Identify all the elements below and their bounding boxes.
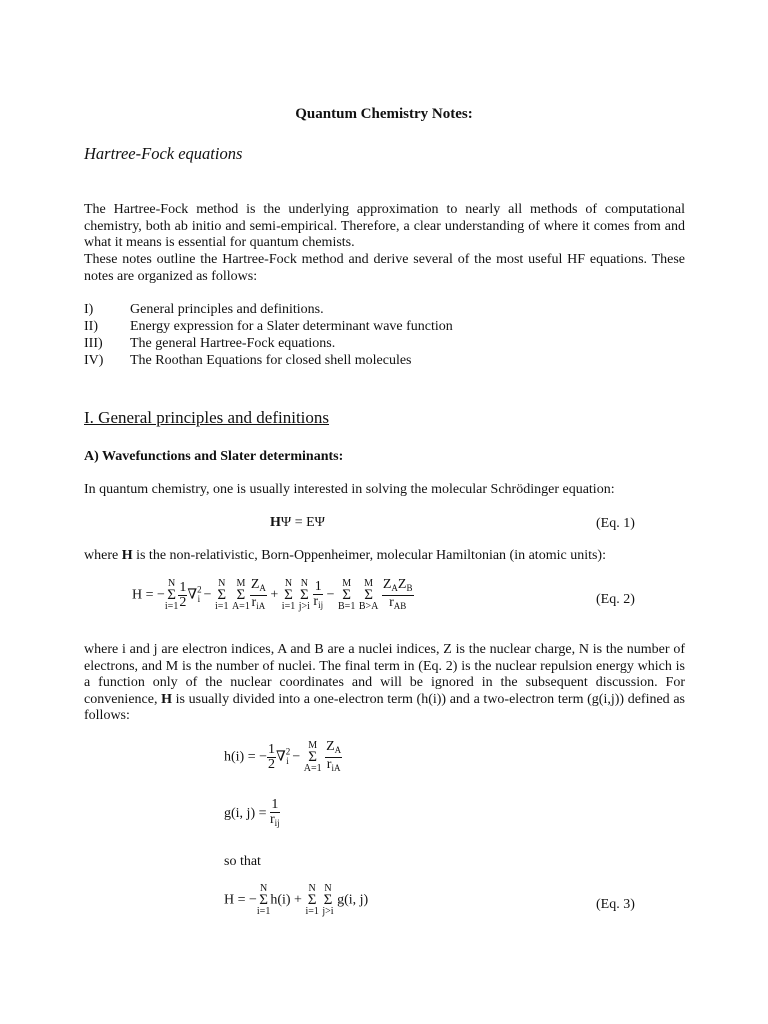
indices-paragraph: where i and j are electron indices, A and B are a nuclei indices, Z is the nuclear charge, N is the number of electrons, and M is the number of nuclei. The final term in (Eq. 2) is the nuclear repulsion energy which is a function only of the nuclear coordinates and will be ignored in the subsequent discussion. For convenience, H is usually divided into a one-electron term (h(i)) and a two-electron term (g(i,j)) defined as follows: xyxy=(84,642,685,724)
two-electron-equation: g(i, j) = $\frac{1}{r_{ij}}$ xyxy=(224,797,280,828)
page-title: Quantum Chemistry Notes: xyxy=(295,106,473,122)
toc-item: I) General principles and definitions. xyxy=(84,302,324,317)
toc-item: II) Energy expression for a Slater determinant wave function xyxy=(84,319,453,334)
equation-2: H = − N Σ i=1 $\frac{1}{2}$ ∇$^2_i$ − N Σ i=1 M Σ A=1 $\frac{Z_A}{r_{iA}}$ + N Σ i=1 N Σ j>i $\frac{1}{r_{ij}}$ − M Σ B=1 M Σ B>A $\frac{Z_AZ_B}{r_{AB}}$ xyxy=(132,577,413,612)
page-subtitle: Hartree-Fock equations xyxy=(84,144,243,163)
schrodinger-paragraph: In quantum chemistry, one is usually interested in solving the molecular Schrödinger equation: xyxy=(84,482,615,497)
equation-2-label: (Eq. 2) xyxy=(596,592,635,607)
subsection-heading: A) Wavefunctions and Slater determinants: xyxy=(84,449,344,464)
so-that-text: so that xyxy=(224,854,261,869)
intro-paragraph-1: The Hartree-Fock method is the underlying approximation to nearly all methods of computational chemistry, both ab initio and semi-empirical. Therefore, a clear understanding of where it comes from and what it means is essential for quantum chemists. xyxy=(84,202,685,251)
section-heading: I. General principles and definitions xyxy=(84,408,330,427)
toc-item: IV) The Roothan Equations for closed shell molecules xyxy=(84,353,412,368)
intro-paragraph-2: These notes outline the Hartree-Fock method and derive several of the most useful HF equations. These notes are organized as follows: xyxy=(84,252,685,284)
equation-1: HΨ = EΨ xyxy=(270,515,325,530)
hamiltonian-paragraph: where H is the non-relativistic, Born-Oppenheimer, molecular Hamiltonian (in atomic units): xyxy=(84,548,606,563)
equation-1-label: (Eq. 1) xyxy=(596,516,635,531)
one-electron-equation: h(i) = − $\frac{1}{2}$ ∇$^2_i$ − M Σ A=1 $\frac{Z_A}{r_{iA}}$ xyxy=(224,739,342,774)
equation-3: H = − N Σ i=1 h(i) + N Σ i=1 N Σ j>i g(i, j) xyxy=(224,883,369,917)
equation-3-label: (Eq. 3) xyxy=(596,897,635,912)
toc-item: III) The general Hartree-Fock equations. xyxy=(84,336,336,351)
